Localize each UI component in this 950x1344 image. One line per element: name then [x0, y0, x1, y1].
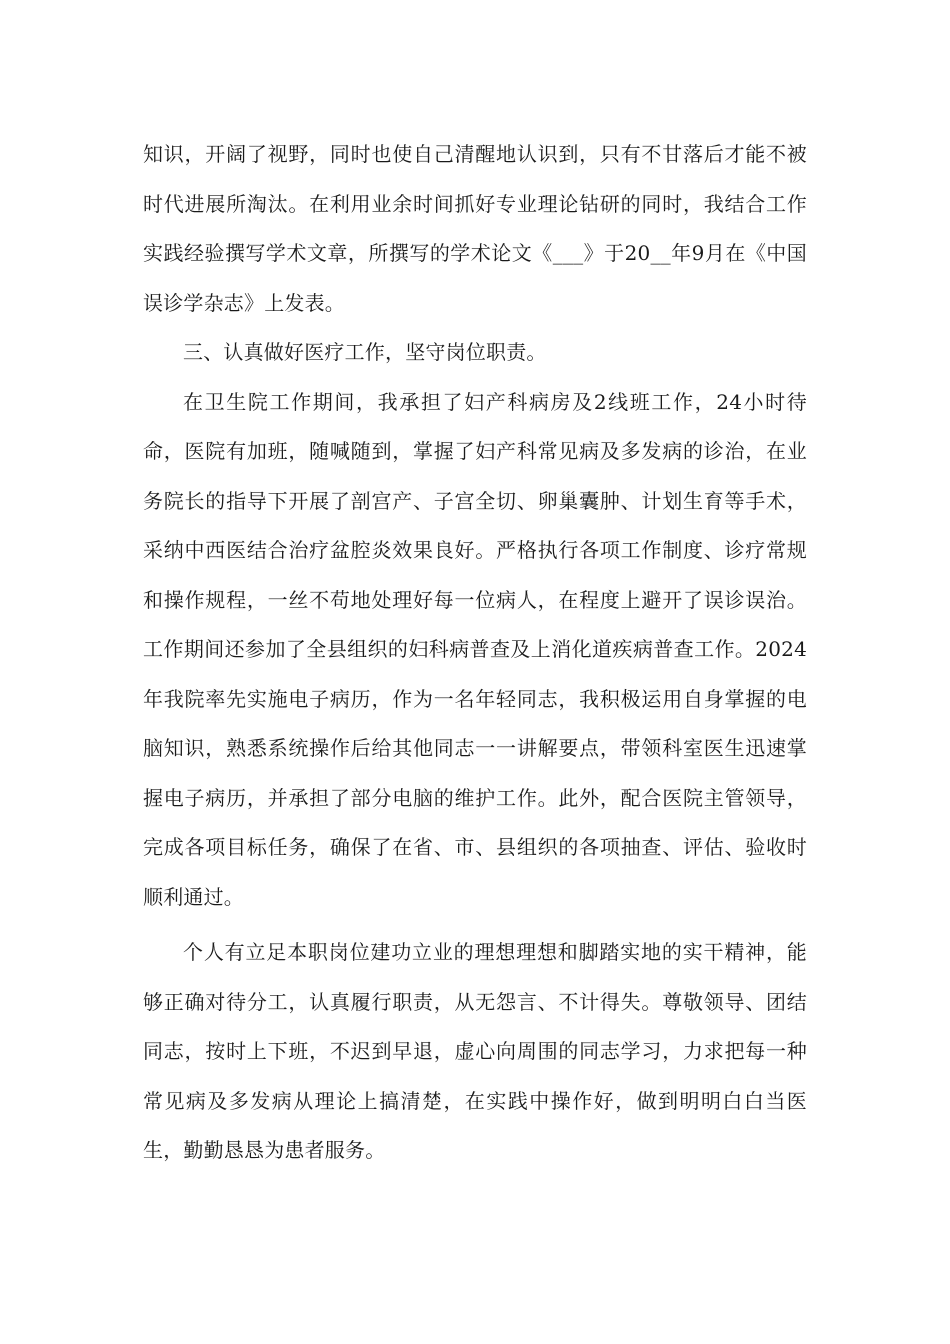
document-body — [143, 130, 807, 1176]
paragraph-continuation: 知识，开阔了视野，同时也使自己清醒地认识到，只有不甘落后才能不被时代进展所淘汰。在利用业余时间抓好专业理论钻研的同时，我结合工作实践经验撰写学术文章，所撰写的学术论文《___》于20__年9月在《中国误诊学杂志》上发表。 — [143, 142, 807, 315]
paragraph-personal-attitude: 个人有立足本职岗位建功立业的理想理想和脚踏实地的实干精神，能够正确对待分工，认真履行职责，从无怨言、不计得失。尊敬领导、团结同志，按时上下班，不迟到早退，虚心向周围的同志学习，力求把每一种常见病及多发病从理论上搞清楚，在实践中操作好，做到明明白白当医生，勤勤恳恳为患者服务。 — [143, 940, 807, 1162]
paragraph-medical-work: 在卫生院工作期间，我承担了妇产科病房及2线班工作，24小时待命，医院有加班，随喊随到，掌握了妇产科常见病及多发病的诊治，在业务院长的指导下开展了剖宫产、子宫全切、卵巢囊肿、计划生育等手术，采纳中西医结合治疗盆腔炎效果良好。严格执行各项工作制度、诊疗常规和操作规程，一丝不苟地处理好每一位病人，在程度上避开了误诊误治。工作期间还参加了全县组织的妇科病普查及上消化道疾病普查工作。2024年我院率先实施电子病历，作为一名年轻同志，我积极运用自身掌握的电脑知识，熟悉系统操作后给其他同志一一讲解要点，带领科室医生迅速掌握电子病历，并承担了部分电脑的维护工作。此外，配合医院主管领导，完成各项目标任务，确保了在省、市、县组织的各项抽查、评估、验收时顺利通过。 — [143, 389, 807, 909]
section-heading-three: 三、认真做好医疗工作，坚守岗位职责。 — [183, 340, 547, 364]
